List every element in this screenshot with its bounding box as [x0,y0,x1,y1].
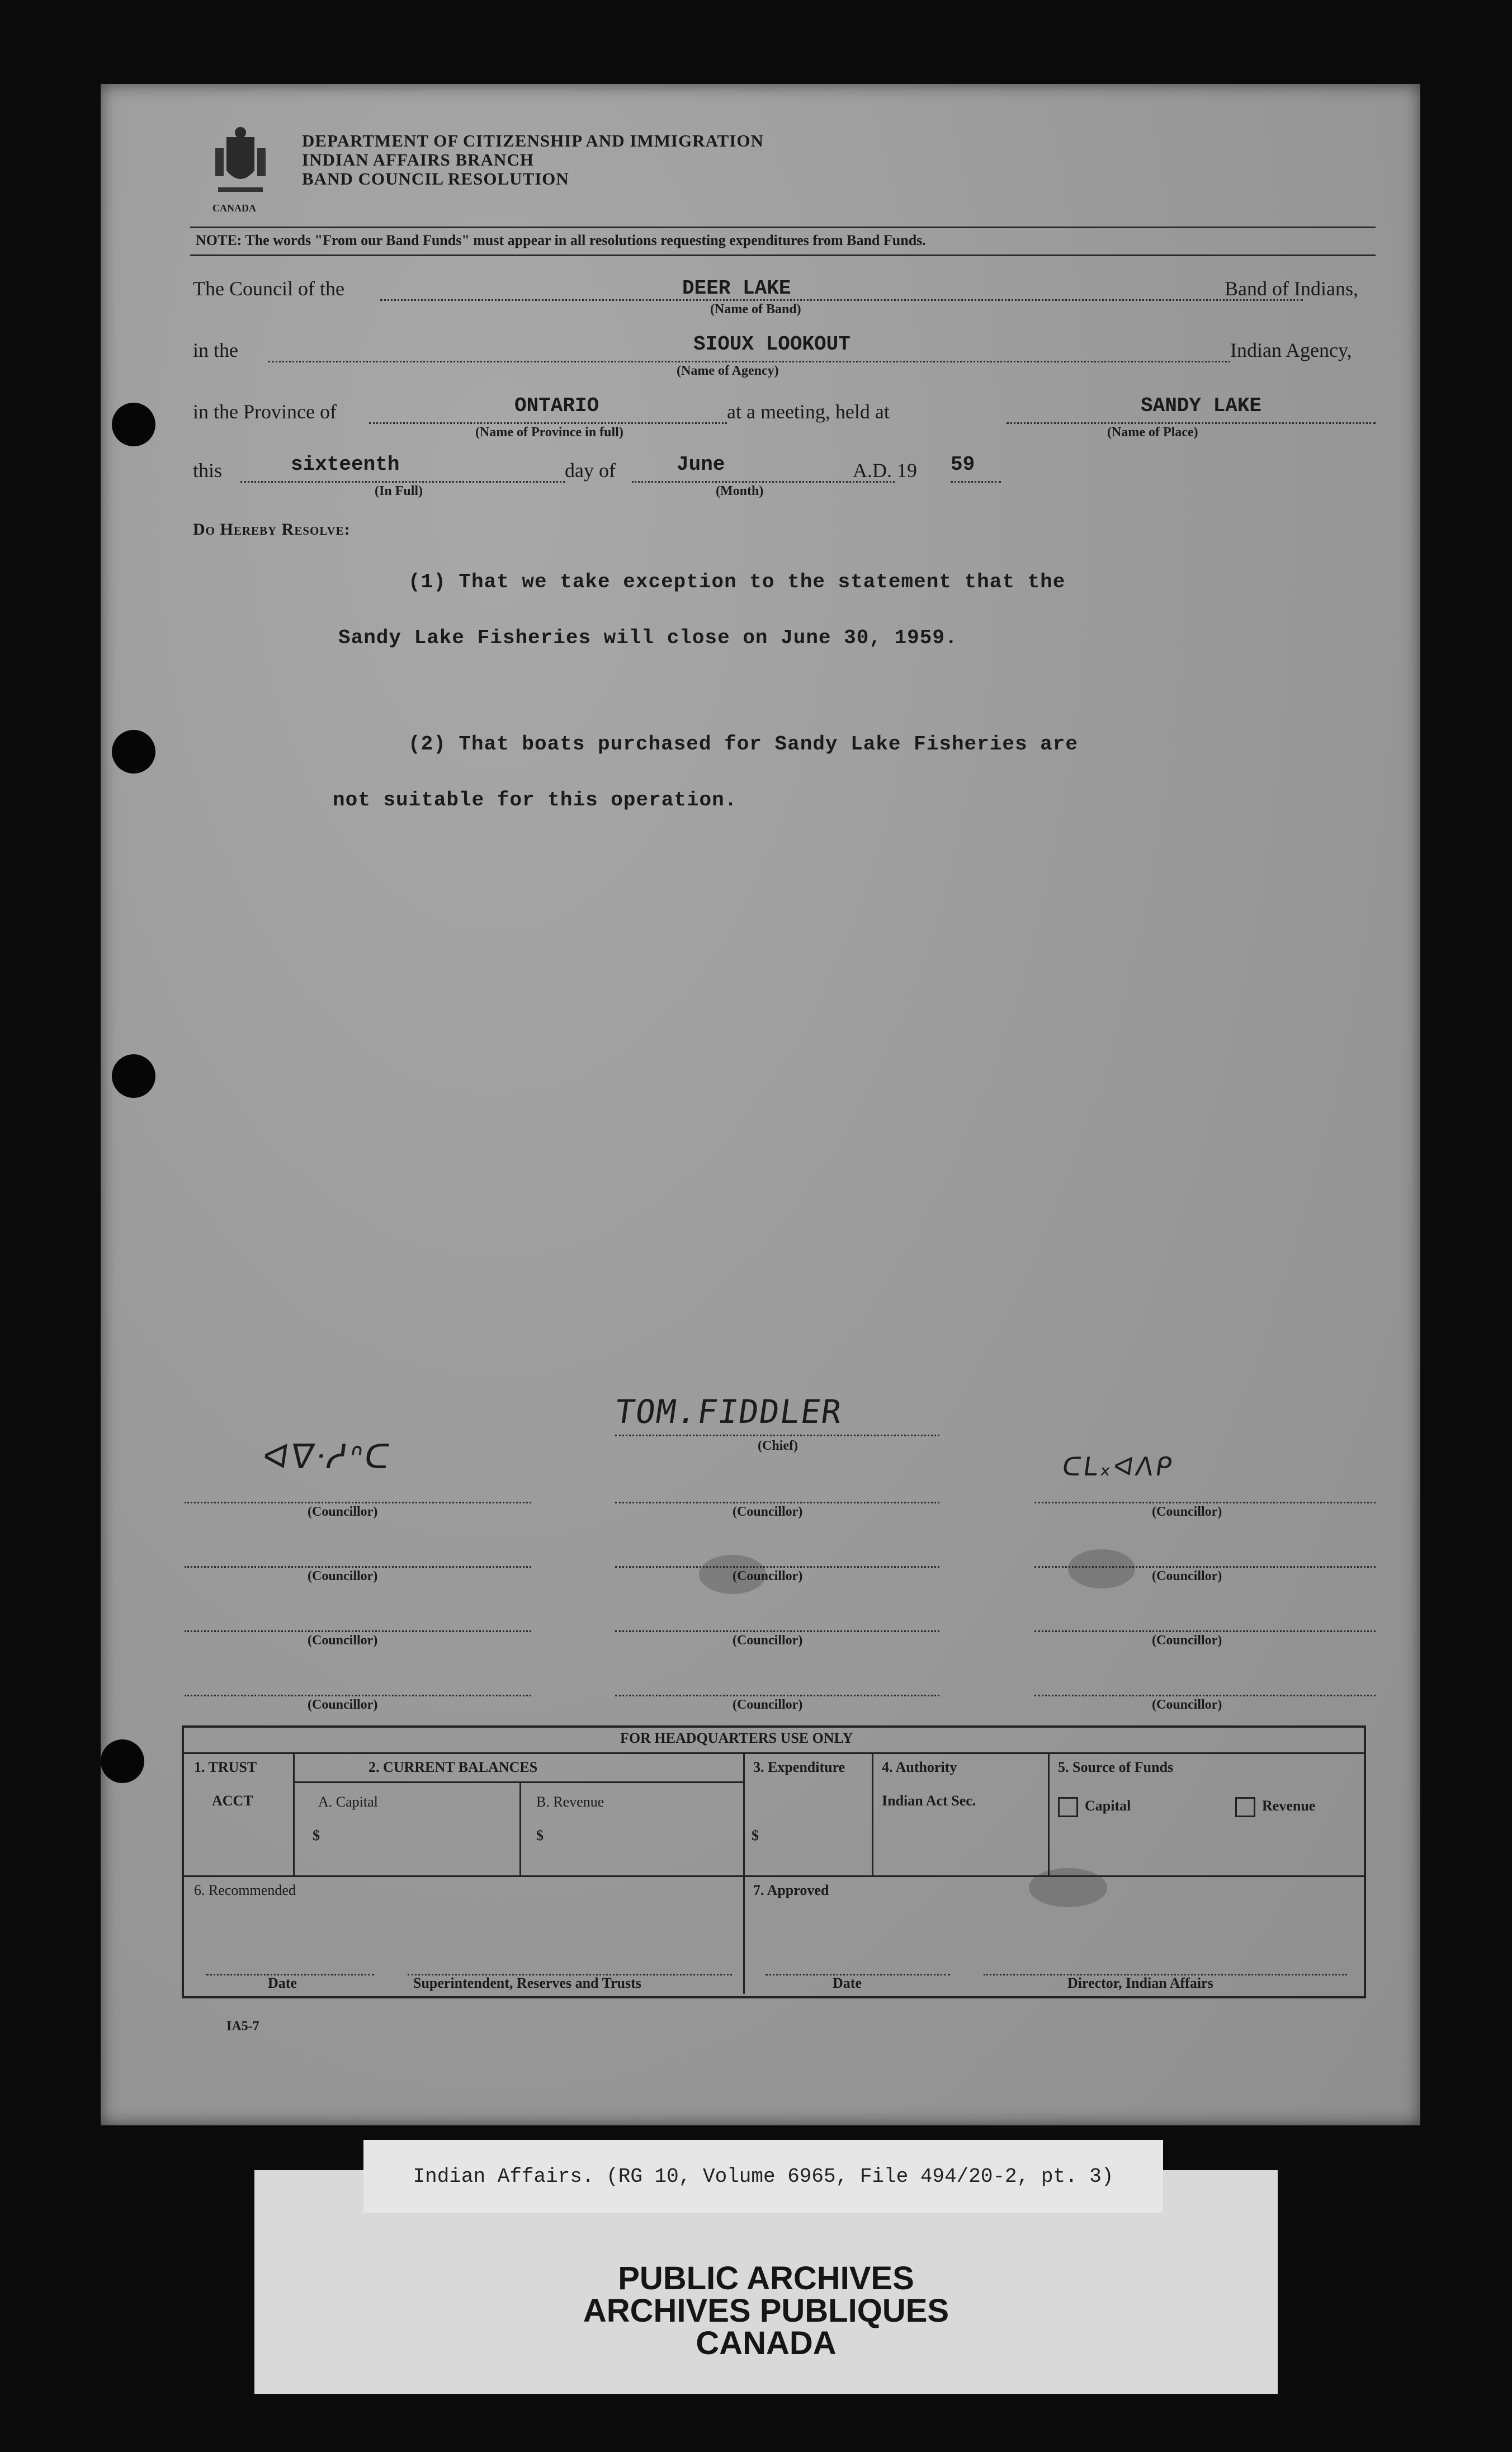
councillor-caption: (Councillor) [733,1505,803,1519]
councillor-line [1034,1695,1376,1696]
province-line [369,422,727,424]
band-name-caption: (Name of Band) [710,302,801,317]
agency-caption: (Name of Agency) [677,364,779,378]
chief-line [615,1435,939,1436]
divider [190,227,1376,228]
stamp-line-2: ARCHIVES PUBLIQUES [583,2293,949,2329]
hq-capital-dollar: $ [313,1827,320,1843]
document-page [101,84,1420,2125]
councillor-caption: (Councillor) [1152,1697,1222,1712]
hq-superintendent-label: Superintendent, Reserves and Trusts [413,1975,641,1991]
councillor-line [615,1566,939,1568]
in-the-label: in the [193,339,238,361]
hq-director-label: Director, Indian Affairs [1067,1975,1213,1991]
councillor-line [185,1502,531,1503]
councillor-line [1034,1630,1376,1632]
punch-hole [112,730,155,774]
form-title: BAND COUNCIL RESOLUTION [302,169,569,188]
councillor-line [185,1630,531,1632]
hq-balances-label: 2. CURRENT BALANCES [368,1759,538,1775]
councillor-caption: (Councillor) [1152,1633,1222,1648]
punch-hole [112,403,155,446]
band-name-line [380,299,1303,301]
punch-hole [112,1054,155,1098]
place-caption: (Name of Place) [1107,425,1198,440]
councillor-caption: (Councillor) [733,1633,803,1648]
department-title: DEPARTMENT OF CITIZENSHIP AND IMMIGRATION [302,131,764,150]
councillor-caption: (Councillor) [308,1505,378,1519]
councillor-caption: (Councillor) [308,1633,378,1648]
place-line [1007,422,1376,424]
year-value: 59 [951,453,975,476]
hq-expenditure-dollar: $ [752,1827,759,1843]
hq-revenue-dollar: $ [536,1827,544,1843]
indian-agency-label: Indian Agency, [1230,339,1352,361]
day-of-label: day of [565,459,616,482]
councillor-caption: (Councillor) [308,1697,378,1712]
this-label: this [193,459,223,482]
resolution-1-line-2: Sandy Lake Fisheries will close on June 30, 1959. [338,626,958,649]
hq-title: FOR HEADQUARTERS USE ONLY [620,1730,853,1746]
place-value: SANDY LAKE [1141,394,1262,417]
councillor-line [615,1502,939,1503]
hq-date-label-right: Date [833,1975,862,1991]
councillor-line [615,1630,939,1632]
checkbox-icon[interactable] [1058,1797,1078,1817]
hq-approved-label: 7. Approved [753,1882,829,1898]
councillor-line [1034,1502,1376,1503]
hq-revenue-label: B. Revenue [536,1794,604,1810]
councillor-signature-left: ᐊᐁᐧᓱᐢᑕ [260,1437,394,1477]
resolution-1-line-1: (1) That we take exception to the statement that the [408,570,1066,593]
archive-caption: Indian Affairs. (RG 10, Volume 6965, File 494/20-2, pt. 3) [363,2140,1163,2213]
band-name-value: DEER LAKE [682,277,791,300]
hq-source-label: 5. Source of Funds [1058,1759,1174,1775]
revenue-option-label: Revenue [1262,1797,1316,1814]
province-value: ONTARIO [514,394,599,417]
stamp-line-1: PUBLIC ARCHIVES [618,2260,914,2297]
councillor-line [185,1566,531,1568]
hq-indian-act-label: Indian Act Sec. [882,1793,976,1809]
meeting-label: at a meeting, held at [727,400,890,423]
coat-of-arms-icon [210,126,271,210]
month-caption: (Month) [716,484,764,498]
hq-revenue-checkbox[interactable] [1235,1797,1315,1817]
councillor-signature-right: ᑕᒪ᙮ᐊᐱᑭ [1060,1451,1176,1482]
day-caption: (In Full) [375,484,423,498]
year-line [951,481,1001,483]
councillor-caption: (Councillor) [308,1569,378,1583]
resolution-2-line-1: (2) That boats purchased for Sandy Lake Fisheries are [408,733,1078,756]
month-value: June [677,453,725,476]
councillor-caption: (Councillor) [733,1697,803,1712]
chief-signature: TOM.FIDDLER [612,1393,845,1431]
councillor-line [185,1695,531,1696]
resolution-2-line-2: not suitable for this operation. [333,789,738,812]
province-label: in the Province of [193,400,337,423]
day-value: sixteenth [291,453,400,476]
punch-hole [101,1739,144,1783]
headquarters-box [182,1725,1366,1998]
form-number: IA5-7 [226,2019,259,2034]
band-of-indians-label: Band of Indians, [1225,277,1358,300]
hq-trust-label: 1. TRUST [194,1759,257,1775]
day-line [240,481,565,483]
stain [1068,1549,1135,1588]
councillor-caption: (Councillor) [1152,1505,1222,1519]
councillor-line [615,1695,939,1696]
hq-authority-label: 4. Authority [882,1759,957,1775]
councillor-line [1034,1566,1376,1568]
hq-recommended-label: 6. Recommended [194,1882,296,1898]
capital-option-label: Capital [1085,1797,1131,1814]
stamp-line-3: CANADA [696,2325,837,2361]
council-label: The Council of the [193,277,344,300]
hq-acct-label: ACCT [212,1793,253,1809]
chief-caption: (Chief) [758,1439,798,1453]
hq-capital-label: A. Capital [318,1794,378,1810]
resolve-heading: Do Hereby Resolve: [193,520,351,539]
hq-capital-checkbox[interactable] [1058,1797,1131,1817]
checkbox-icon[interactable] [1235,1797,1255,1817]
province-caption: (Name of Province in full) [475,425,623,440]
councillor-caption: (Councillor) [1152,1569,1222,1583]
ad-label: A.D. 19 [853,459,917,482]
funds-note: NOTE: The words "From our Band Funds" must appear in all resolutions requesting expenditures from Band Funds. [196,232,926,248]
hq-expenditure-label: 3. Expenditure [753,1759,845,1775]
branch-title: INDIAN AFFAIRS BRANCH [302,150,534,169]
hq-date-label-left: Date [268,1975,297,1991]
crest-label: CANADA [212,202,256,214]
councillor-caption: (Councillor) [733,1569,803,1583]
divider [190,254,1376,256]
agency-value: SIOUX LOOKOUT [693,333,850,356]
agency-line [268,361,1230,362]
